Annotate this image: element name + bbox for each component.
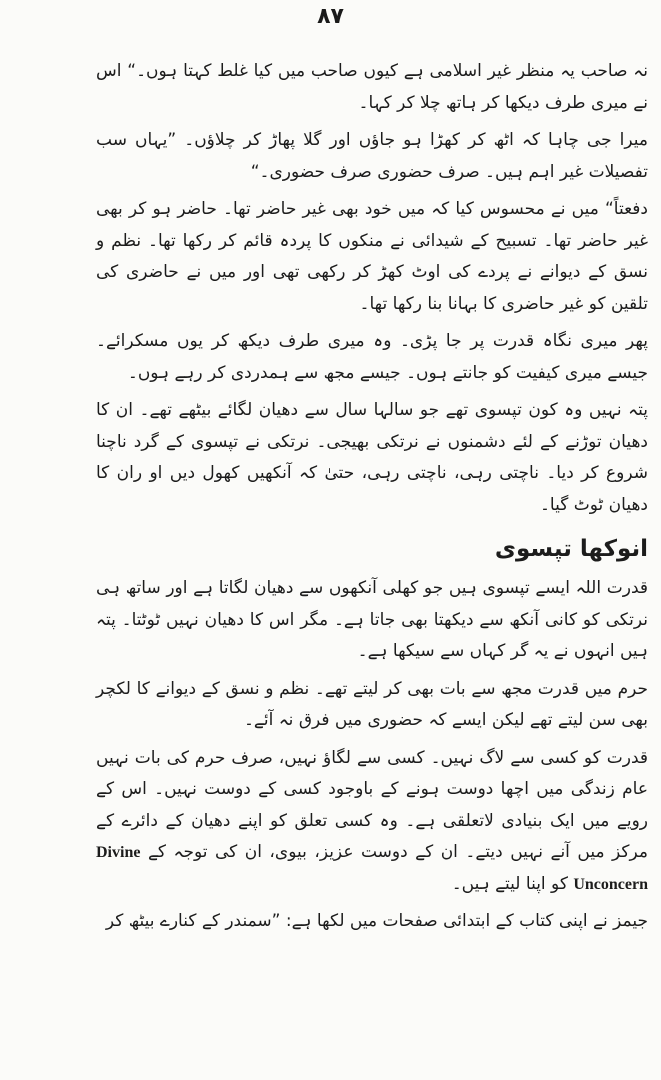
page-number: ۸۷ <box>317 4 344 29</box>
paragraph: پتہ نہیں وہ کون تپسوی تھے جو سالہا سال سے دھیان لگائے بیٹھے تھے۔ ان کا دھیان توڑنے کے لئے دشمنوں نے نرتکی بھیجی۔ نرتکی نے تپسوی کے گرد ناچنا شروع کر دیا۔ ناچتی رہی، ناچتی رہی، حتیٰ کہ آنکھیں کھول دیں او ران کا دھیان ٹوٹ گیا۔ <box>96 400 648 515</box>
english-term: Divine Unconcern <box>96 844 648 893</box>
paragraph: جیمز نے اپنی کتاب کے ابتدائی صفحات میں لکھا ہے: ”سمندر کے کنارے بیٹھ کر <box>105 911 648 931</box>
paragraph-text-after: کو اپنا لیتے ہیں۔ <box>451 873 568 894</box>
paragraph: حرم میں قدرت مجھ سے بات بھی کر لیتے تھے۔ نظم و نسق کے دیوانے کا لکچر بھی سن لیتے تھے لیکن ایسے کہ حضوری میں فرق نہ آئے۔ <box>96 678 648 730</box>
page-content <box>96 56 648 938</box>
paragraph: دفعتاً“ میں نے محسوس کیا کہ میں خود بھی غیر حاضر تھا۔ حاضر ہو کر بھی غیر حاضر تھا۔ تسبیح کے شیدائی نے منکوں کا پردہ قائم کر رکھا تھا۔ نظم و نسق کے دیوانے نے پردے کی اوٹ کھڑ کر رکھی تھی اور میں نے حاضری کی تلقین کو غیر حاضری کا بہانا بنا رکھا تھا۔ <box>96 199 648 314</box>
paragraph: نہ صاحب یہ منظر غیر اسلامی ہے کیوں صاحب میں کیا غلط کہتا ہوں۔“ اس نے میری طرف دیکھا کر ہاتھ چلا کر کہا۔ <box>96 61 648 113</box>
paragraph-divine-unconcern <box>96 743 648 901</box>
paragraph: قدرت اللہ ایسے تپسوی ہیں جو کھلی آنکھوں سے دھیان لگاتا ہے اور ساتھ ہی نرتکی کو کانی آنکھ سے دیکھتا بھی جاتا ہے۔ مگر اس کا دھیان نہیں ٹوٹتا۔ پتہ ہیں انہوں نے یہ گر کہاں سے سیکھا ہے۔ <box>96 578 648 661</box>
paragraph: میرا جی چاہا کہ اٹھ کر کھڑا ہو جاؤں اور گلا پھاڑ کر چلاؤں۔ ”یہاں سب تفصیلات غیر اہم ہیں۔ صرف حضوری صرف حضوری۔“ <box>96 130 648 182</box>
paragraph: پھر میری نگاہ قدرت پر جا پڑی۔ وہ میری طرف دیکھ کر یوں مسکرائے۔ جیسے میری کیفیت کو جانتے ہوں۔ جیسے مجھ سے ہمدردی کر رہے ہوں۔ <box>96 331 648 383</box>
paragraph-text-before: قدرت کو کسی سے لاگ نہیں۔ کسی سے لگاؤ نہیں، صرف حرم کی بات نہیں عام زندگی میں اچھا دوست ہونے کے باوجود کسی کے دوست نہیں۔ اس کے رویے میں ایک بنیادی لاتعلقی ہے۔ وہ کسی تعلق کو اپنے دھیان کے دائرے کے مرکز میں آنے نہیں دیتے۔ ان کے دوست عزیز، بیوی، ان کی توجہ کے <box>96 747 649 862</box>
section-heading: انوکھا تپسوی <box>494 536 648 562</box>
